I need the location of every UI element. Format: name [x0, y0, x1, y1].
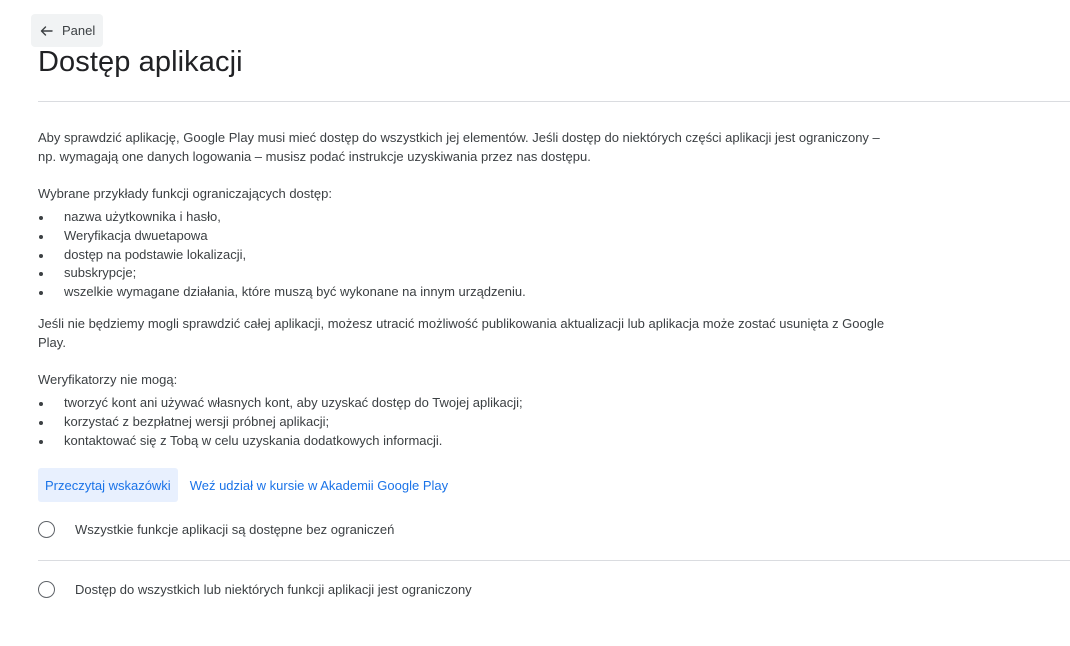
list-item: nazwa użytkownika i hasło,: [38, 208, 898, 227]
radio-button[interactable]: [38, 521, 55, 538]
intro-text: Aby sprawdzić aplikację, Google Play musi mieć dostęp do wszystkich jej elementów. Jeśli dostęp do niektórych części aplikacji jest ograniczony – np. wymagają one danych logowania – musisz podać instrukcje uzyskiwania przez nas dostępu.: [38, 130, 880, 164]
list-item: subskrypcje;: [38, 264, 898, 283]
list-item: Weryfikacja dwuetapowa: [38, 227, 898, 246]
academy-course-link[interactable]: Weź udział w kursie w Akademii Google Play: [189, 477, 449, 493]
arrow-back-icon: [39, 24, 53, 38]
list-item: korzystać z bezpłatnej wersji próbnej aplikacji;: [38, 413, 898, 432]
header-divider: [38, 101, 1070, 102]
option-label: Dostęp do wszystkich lub niektórych funkcji aplikacji jest ograniczony: [75, 582, 472, 597]
read-guidelines-button[interactable]: Przeczytaj wskazówki: [38, 468, 178, 502]
list-item: kontaktować się z Tobą w celu uzyskania dodatkowych informacji.: [38, 432, 898, 451]
reviewers-list: [38, 394, 898, 450]
back-to-dashboard-button[interactable]: [31, 14, 103, 47]
examples-heading: Wybrane przykłady funkcji ograniczających dostęp:: [38, 186, 332, 201]
list-item: dostęp na podstawie lokalizacji,: [38, 246, 898, 265]
back-button-label: Panel: [62, 23, 96, 38]
reviewers-heading: Weryfikatorzy nie mogą:: [38, 371, 178, 387]
list-item: tworzyć kont ani używać własnych kont, aby uzyskać dostęp do Twojej aplikacji;: [38, 394, 898, 413]
option-restricted[interactable]: [38, 581, 472, 598]
list-item: wszelkie wymagane działania, które muszą być wykonane na innym urządzeniu.: [38, 283, 898, 302]
description-section: [38, 128, 898, 450]
options-divider: [38, 560, 1070, 561]
radio-button[interactable]: [38, 581, 55, 598]
page-title: Dostęp aplikacji: [38, 46, 243, 78]
option-label: Wszystkie funkcje aplikacji są dostępne bez ograniczeń: [75, 522, 395, 537]
warning-text: Jeśli nie będziemy mogli sprawdzić całej aplikacji, możesz utracić możliwość publikowania aktualizacji lub aplikacja może zostać usunięta z Google Play.: [38, 315, 885, 350]
examples-list: [38, 208, 898, 302]
actions-row: [38, 468, 456, 502]
option-all-accessible[interactable]: [38, 521, 394, 538]
